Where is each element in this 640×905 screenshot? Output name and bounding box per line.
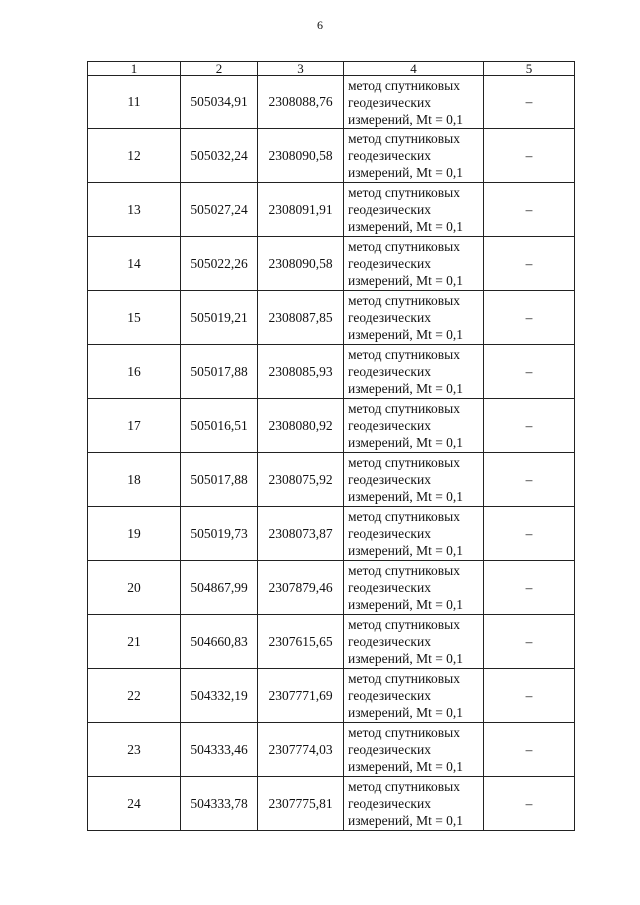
method-line: измерений, Mt = 0,1 <box>348 813 464 828</box>
method-line: геодезических <box>348 256 431 271</box>
point-number-cell: 18 <box>88 453 181 507</box>
method-line: геодезических <box>348 742 431 757</box>
coordinate-x-cell: 505019,73 <box>181 507 258 561</box>
method-line: метод спутниковых <box>348 563 460 578</box>
method-line: измерений, Mt = 0,1 <box>348 273 464 288</box>
coordinate-y-cell: 2307879,46 <box>258 561 344 615</box>
method-line: геодезических <box>348 796 431 811</box>
table-row <box>88 291 575 345</box>
note-cell: – <box>484 345 575 399</box>
coordinate-x-cell: 505027,24 <box>181 183 258 237</box>
page-number: 6 <box>317 18 323 32</box>
method-line: геодезических <box>348 580 431 595</box>
method-cell <box>344 615 484 669</box>
note-cell: – <box>484 777 575 831</box>
coordinate-y-cell: 2308075,92 <box>258 453 344 507</box>
table-row <box>88 129 575 183</box>
coordinate-y-cell: 2307771,69 <box>258 669 344 723</box>
method-line: измерений, Mt = 0,1 <box>348 489 464 504</box>
method-line: метод спутниковых <box>348 401 460 416</box>
point-number-cell: 23 <box>88 723 181 777</box>
method-cell <box>344 453 484 507</box>
method-line: измерений, Mt = 0,1 <box>348 219 464 234</box>
point-number-cell: 24 <box>88 777 181 831</box>
method-line: геодезических <box>348 688 431 703</box>
note-cell: – <box>484 615 575 669</box>
coordinate-y-cell: 2308073,87 <box>258 507 344 561</box>
coordinate-y-cell: 2308087,85 <box>258 291 344 345</box>
coordinate-x-cell: 504867,99 <box>181 561 258 615</box>
column-header-4: 4 <box>344 62 484 76</box>
coordinate-x-cell: 505017,88 <box>181 453 258 507</box>
note-cell: – <box>484 291 575 345</box>
coordinate-y-cell: 2307775,81 <box>258 777 344 831</box>
method-line: геодезических <box>348 94 431 110</box>
table-row <box>88 453 575 507</box>
table-row <box>88 183 575 237</box>
method-line: геодезических <box>348 472 431 487</box>
method-cell <box>344 777 484 831</box>
method-line: геодезических <box>348 634 431 649</box>
coordinate-x-cell: 505019,21 <box>181 291 258 345</box>
method-cell <box>344 237 484 291</box>
table-row <box>88 76 575 129</box>
method-line: метод спутниковых <box>348 725 460 740</box>
coordinate-y-cell: 2308091,91 <box>258 183 344 237</box>
method-line: геодезических <box>348 364 431 379</box>
point-number-cell: 15 <box>88 291 181 345</box>
coordinate-y-cell: 2308085,93 <box>258 345 344 399</box>
note-cell: – <box>484 669 575 723</box>
point-number-cell: 16 <box>88 345 181 399</box>
note-cell: – <box>484 237 575 291</box>
note-cell: – <box>484 129 575 183</box>
column-header-3: 3 <box>258 62 344 76</box>
method-line: метод спутниковых <box>348 779 460 794</box>
method-cell <box>344 669 484 723</box>
method-cell <box>344 723 484 777</box>
method-line: метод спутниковых <box>348 239 460 254</box>
column-header-1: 1 <box>88 62 181 76</box>
coordinate-y-cell: 2308090,58 <box>258 237 344 291</box>
coordinate-x-cell: 505034,91 <box>181 76 258 129</box>
point-number-cell: 13 <box>88 183 181 237</box>
column-header-5: 5 <box>484 62 575 76</box>
method-line: геодезических <box>348 202 431 217</box>
method-cell <box>344 399 484 453</box>
coordinate-y-cell: 2308080,92 <box>258 399 344 453</box>
point-number-cell: 12 <box>88 129 181 183</box>
point-number-cell: 17 <box>88 399 181 453</box>
method-cell <box>344 291 484 345</box>
coordinate-y-cell: 2308090,58 <box>258 129 344 183</box>
method-line: метод спутниковых <box>348 293 460 308</box>
coordinate-x-cell: 504660,83 <box>181 615 258 669</box>
note-cell: – <box>484 561 575 615</box>
method-line: метод спутниковых <box>348 617 460 632</box>
method-line: метод спутниковых <box>348 455 460 470</box>
table-row <box>88 399 575 453</box>
method-line: геодезических <box>348 526 431 541</box>
coordinate-x-cell: 505016,51 <box>181 399 258 453</box>
method-line: метод спутниковых <box>348 185 460 200</box>
table-row <box>88 561 575 615</box>
coordinate-y-cell: 2307774,03 <box>258 723 344 777</box>
method-line: измерений, Mt = 0,1 <box>348 759 464 774</box>
method-line: метод спутниковых <box>348 77 460 93</box>
method-line: измерений, Mt = 0,1 <box>348 597 464 612</box>
method-line: измерений, Mt = 0,1 <box>348 327 464 342</box>
method-line: измерений, Mt = 0,1 <box>348 705 464 720</box>
method-line: метод спутниковых <box>348 509 460 524</box>
coordinate-y-cell: 2307615,65 <box>258 615 344 669</box>
method-cell <box>344 561 484 615</box>
point-number-cell: 22 <box>88 669 181 723</box>
note-cell: – <box>484 183 575 237</box>
point-number-cell: 21 <box>88 615 181 669</box>
method-line: геодезических <box>348 310 431 325</box>
method-line: метод спутниковых <box>348 131 460 146</box>
table-row <box>88 345 575 399</box>
table-row <box>88 237 575 291</box>
table-header-row <box>88 62 575 76</box>
method-line: измерений, Mt = 0,1 <box>348 435 464 450</box>
table-row <box>88 507 575 561</box>
note-cell: – <box>484 723 575 777</box>
note-cell: – <box>484 453 575 507</box>
coordinates-table <box>87 61 575 831</box>
column-header-2: 2 <box>181 62 258 76</box>
method-line: измерений, Mt = 0,1 <box>348 381 464 396</box>
table-row <box>88 669 575 723</box>
method-cell <box>344 183 484 237</box>
coordinate-x-cell: 504333,78 <box>181 777 258 831</box>
coordinate-x-cell: 505032,24 <box>181 129 258 183</box>
method-cell <box>344 507 484 561</box>
table-row <box>88 777 575 831</box>
coordinate-x-cell: 505022,26 <box>181 237 258 291</box>
table-row <box>88 723 575 777</box>
point-number-cell: 19 <box>88 507 181 561</box>
method-line: метод спутниковых <box>348 671 460 686</box>
coordinate-x-cell: 504333,46 <box>181 723 258 777</box>
method-line: измерений, Mt = 0,1 <box>348 651 464 666</box>
method-cell <box>344 76 484 129</box>
method-line: измерений, Mt = 0,1 <box>348 165 464 180</box>
point-number-cell: 14 <box>88 237 181 291</box>
method-cell <box>344 345 484 399</box>
coordinate-y-cell: 2308088,76 <box>258 76 344 129</box>
coordinate-x-cell: 504332,19 <box>181 669 258 723</box>
method-cell <box>344 129 484 183</box>
method-line: измерений, Mt = 0,1 <box>348 543 464 558</box>
table-body <box>88 76 575 831</box>
method-line: измерений, Mt = 0,1 <box>348 111 464 127</box>
point-number-cell: 11 <box>88 76 181 129</box>
method-line: геодезических <box>348 148 431 163</box>
table-row <box>88 615 575 669</box>
coordinate-x-cell: 505017,88 <box>181 345 258 399</box>
note-cell: – <box>484 399 575 453</box>
note-cell: – <box>484 507 575 561</box>
point-number-cell: 20 <box>88 561 181 615</box>
method-line: метод спутниковых <box>348 347 460 362</box>
method-line: геодезических <box>348 418 431 433</box>
note-cell: – <box>484 76 575 129</box>
